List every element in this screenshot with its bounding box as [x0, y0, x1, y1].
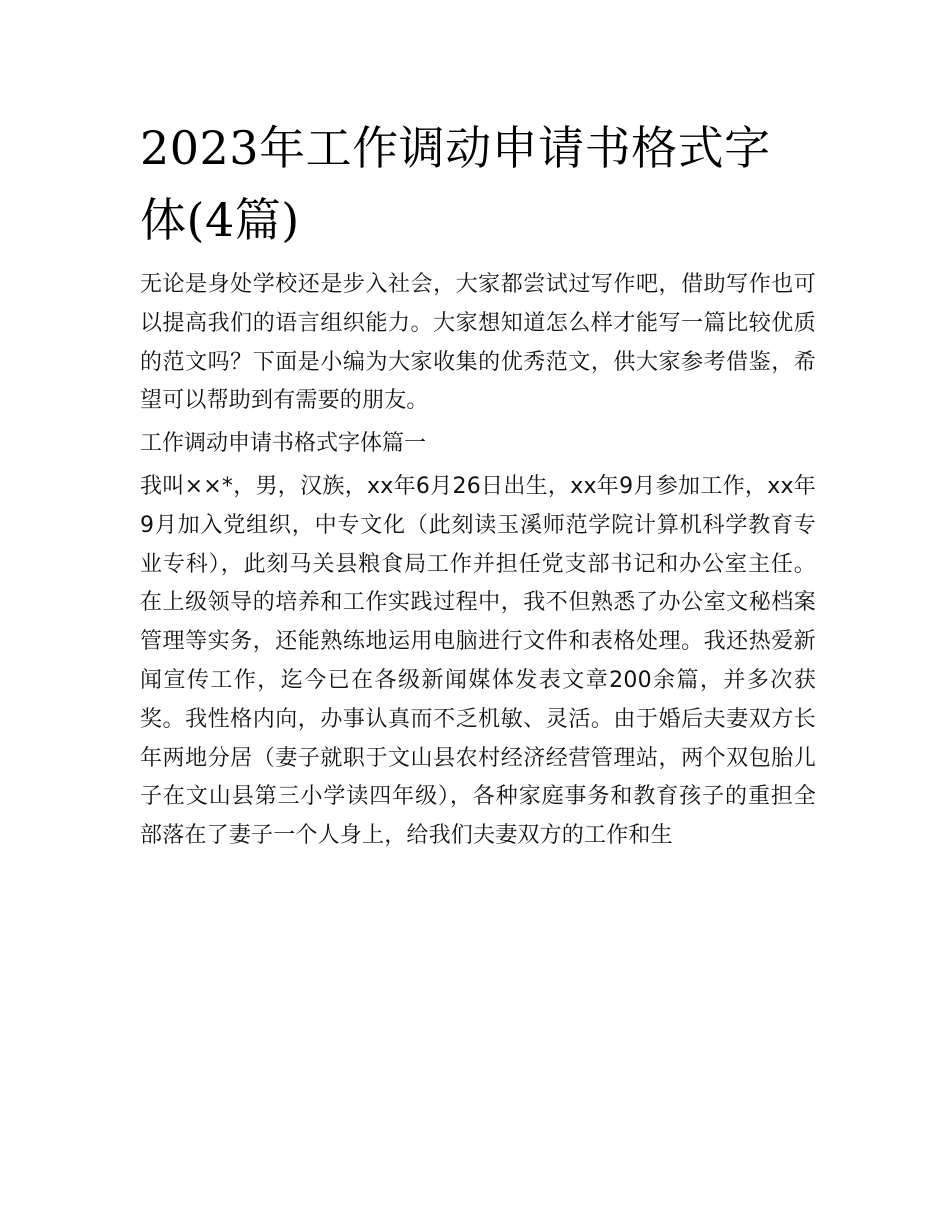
document-title — [140, 112, 816, 256]
title-line-1: 2023年工作调动申请书格式字 — [140, 121, 771, 175]
title-line-2: 体(4篇) — [140, 193, 300, 247]
document-content — [140, 112, 816, 856]
body-paragraph: 我叫××*，男，汉族，xx年6月26日出生，xx年9月参加工作，xx年9月加入党组织，中专文化（此刻读玉溪师范学院计算机科学教育专业专科），此刻马关县粮食局工作并担任党支部书记和办公室主任。在上级领导的培养和工作实践过程中，我不但熟悉了办公室文秘档案管理等实务，还能熟练地运用电脑进行文件和表格处理。我还热爱新闻宣传工作，迄今已在各级新闻媒体发表文章200余篇，并多次获奖。我性格内向，办事认真而不乏机敏、灵活。由于婚后夫妻双方长年两地分居（妻子就职于文山县农村经济经营管理站，两个双包胎儿子在文山县第三小学读四年级），各种家庭事务和教育孩子的重担全部落在了妻子一个人身上，给我们夫妻双方的工作和生 — [140, 473, 816, 849]
intro-paragraph: 无论是身处学校还是步入社会，大家都尝试过写作吧，借助写作也可以提高我们的语言组织能力。大家想知道怎么样才能写一篇比较优质的范文吗？下面是小编为大家收集的优秀范文，供大家参考借鉴，希望可以帮助到有需要的朋友。 — [140, 272, 816, 414]
section-heading: 工作调动申请书格式字体篇一 — [140, 431, 427, 457]
